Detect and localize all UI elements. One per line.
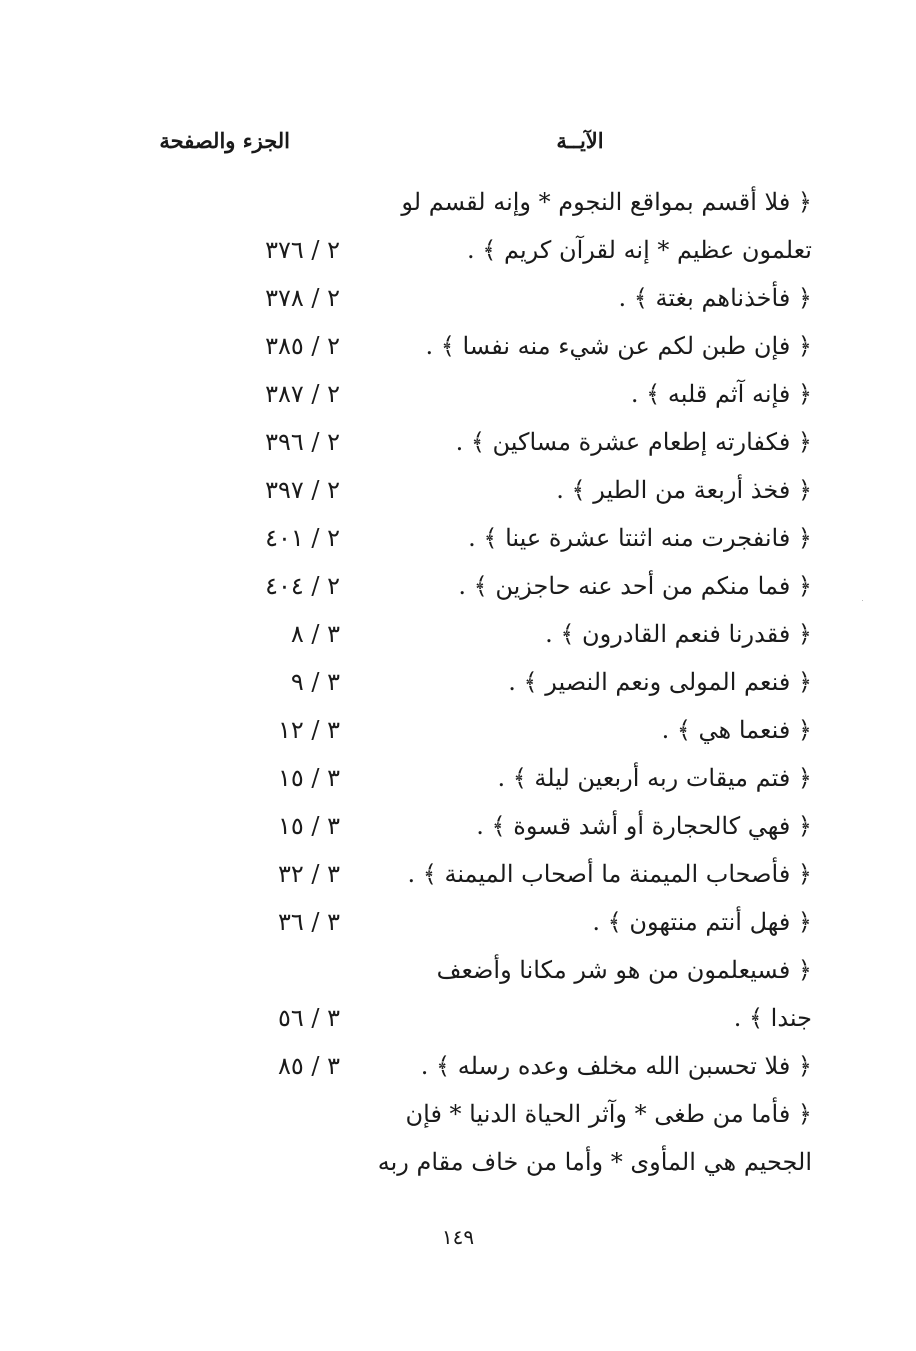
verse-line: ﴿ فتم ميقات ربه أربعين ليلة ﴾ . (497, 764, 812, 792)
verse-line: ﴿ فانفجرت منه اثنتا عشرة عينا ﴾ . (468, 524, 812, 552)
volume-page-ref: ٣ / ٥٦ (277, 1004, 340, 1032)
index-row (0, 802, 916, 850)
verse-line: جندا ﴾ . (733, 1004, 812, 1032)
verse-text (400, 418, 812, 466)
verse-text (400, 946, 812, 1042)
verse-text (400, 658, 812, 706)
margin-dot (862, 600, 863, 601)
volume-page-column-header: الجزء والصفحة (159, 128, 290, 153)
index-row (0, 274, 916, 322)
volume-page-ref: ٢ / ٣٧٨ (265, 284, 340, 312)
verse-line: ﴿ فأما من طغى * وآثر الحياة الدنيا * فإن (405, 1100, 812, 1128)
verse-text (400, 850, 812, 898)
verse-line: ﴿ فكفارته إطعام عشرة مساكين ﴾ . (455, 428, 812, 456)
verse-line: ﴿ فهي كالحجارة أو أشد قسوة ﴾ . (476, 812, 812, 840)
index-row (0, 466, 916, 514)
verse-line: ﴿ فنعم المولى ونعم النصير ﴾ . (508, 668, 812, 696)
verse-line: ﴿ فأخذناهم بغتة ﴾ . (618, 284, 812, 312)
index-row (0, 418, 916, 466)
verse-line: ﴿ فنعما هي ﴾ . (661, 716, 812, 744)
index-row (0, 370, 916, 418)
verse-line: ﴿ فما منكم من أحد عنه حاجزين ﴾ . (458, 572, 812, 600)
volume-page-ref: ٢ / ٣٨٥ (265, 332, 340, 360)
page-number: ١٤٩ (441, 1225, 475, 1249)
verse-line: ﴿ فإن طبن لكم عن شيء منه نفسا ﴾ . (425, 332, 812, 360)
verse-text (400, 178, 812, 274)
index-row (0, 898, 916, 946)
verse-text (400, 274, 812, 322)
index-row (0, 658, 916, 706)
verse-text (400, 802, 812, 850)
verse-line: ﴿ فسيعلمون من هو شر مكانا وأضعف (436, 956, 812, 984)
verse-text (400, 706, 812, 754)
verse-text (400, 754, 812, 802)
index-row (0, 178, 916, 274)
volume-page-ref: ٣ / ٨ (290, 620, 340, 648)
volume-page-ref: ٣ / ٩ (290, 668, 340, 696)
volume-page-ref: ٢ / ٣٩٦ (265, 428, 340, 456)
verse-line: ﴿ فخذ أربعة من الطير ﴾ . (556, 476, 812, 504)
index-row (0, 610, 916, 658)
verse-text (400, 562, 812, 610)
verse-line: تعلمون عظيم * إنه لقرآن كريم ﴾ . (467, 236, 812, 264)
volume-page-ref: ٢ / ٣٨٧ (265, 380, 340, 408)
verse-text (400, 514, 812, 562)
verse-line: الجحيم هي المأوى * وأما من خاف مقام ربه (377, 1148, 812, 1176)
volume-page-ref: ٢ / ٣٩٧ (265, 476, 340, 504)
verse-line: ﴿ فقدرنا فنعم القادرون ﴾ . (545, 620, 812, 648)
volume-page-ref: ٣ / ٨٥ (277, 1052, 340, 1080)
verse-line: ﴿ فإنه آثم قلبه ﴾ . (630, 380, 812, 408)
index-row (0, 946, 916, 1042)
index-row (0, 1090, 916, 1186)
index-row (0, 514, 916, 562)
index-row (0, 1042, 916, 1090)
index-row (0, 850, 916, 898)
verse-index-list (0, 178, 916, 1186)
verse-text (400, 610, 812, 658)
index-row (0, 322, 916, 370)
verse-text (400, 466, 812, 514)
verse-line: ﴿ فلا أقسم بمواقع النجوم * وإنه لقسم لو (401, 188, 812, 216)
verse-column-header: الآيــة (556, 128, 604, 153)
index-row (0, 562, 916, 610)
verse-text (400, 1042, 812, 1090)
volume-page-ref: ٣ / ٣٢ (277, 860, 340, 888)
volume-page-ref: ٢ / ٤٠٤ (265, 572, 340, 600)
volume-page-ref: ٣ / ١٥ (277, 812, 340, 840)
verse-text (400, 898, 812, 946)
volume-page-ref: ٢ / ٤٠١ (265, 524, 340, 552)
verse-text (400, 370, 812, 418)
volume-page-ref: ٣ / ١٢ (277, 716, 340, 744)
verse-line: ﴿ فأصحاب الميمنة ما أصحاب الميمنة ﴾ . (407, 860, 812, 888)
verse-line: ﴿ فلا تحسبن الله مخلف وعده رسله ﴾ . (420, 1052, 812, 1080)
verse-text (400, 322, 812, 370)
volume-page-ref: ٣ / ١٥ (277, 764, 340, 792)
volume-page-ref: ٣ / ٣٦ (277, 908, 340, 936)
verse-line: ﴿ فهل أنتم منتهون ﴾ . (592, 908, 812, 936)
index-row (0, 754, 916, 802)
volume-page-ref: ٢ / ٣٧٦ (265, 236, 340, 264)
index-row (0, 706, 916, 754)
verse-text (377, 1090, 812, 1186)
